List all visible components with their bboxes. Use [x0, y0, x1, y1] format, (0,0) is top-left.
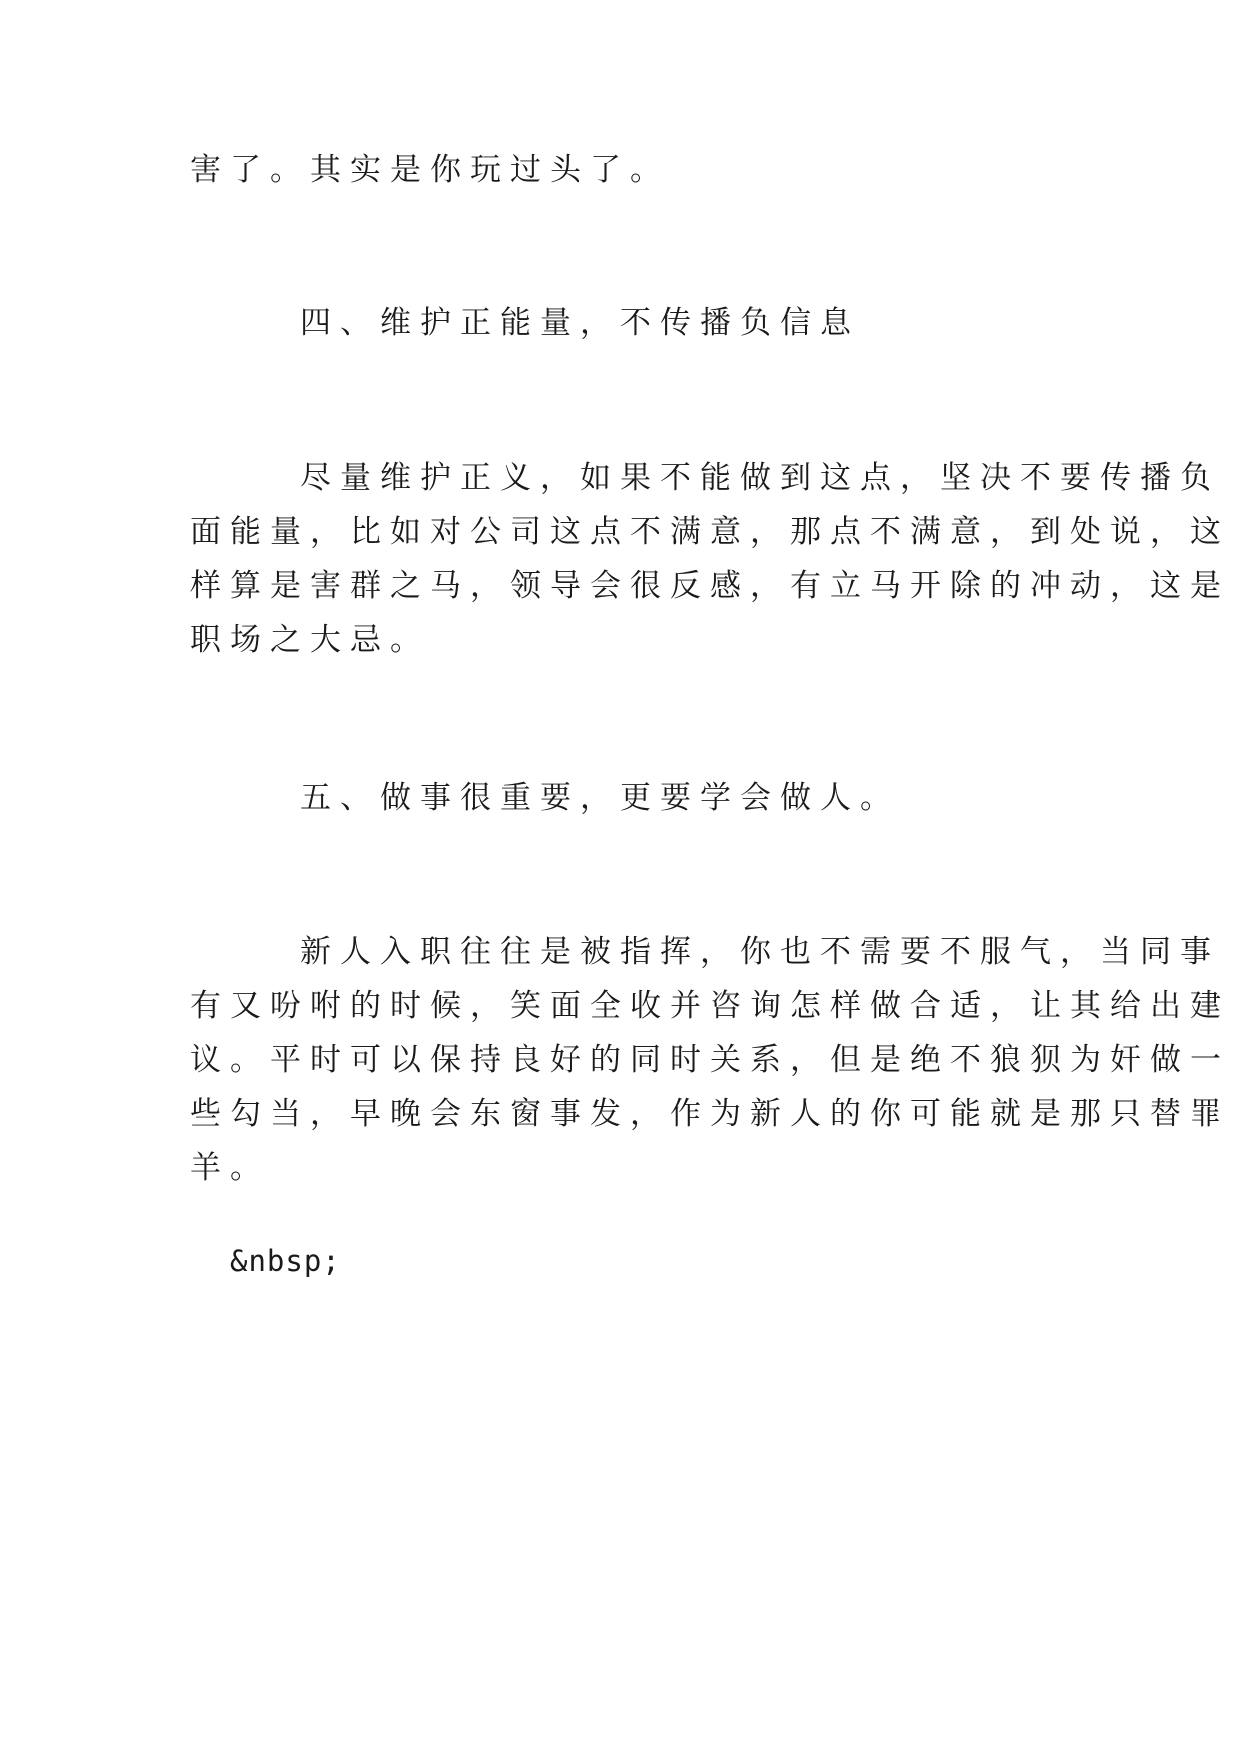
paragraph-line: 议。平时可以保持良好的同时关系，但是绝不狼狈为奸做一	[190, 1042, 1230, 1078]
paragraph-line: 尽量维护正义，如果不能做到这点，坚决不要传播负	[300, 460, 1220, 496]
paragraph-line: 职场之大忌。	[190, 622, 430, 658]
section-heading-5: 五、做事很重要，更要学会做人。	[300, 780, 900, 816]
paragraph-line: 羊。	[190, 1150, 270, 1186]
trailing-entity-text: &nbsp;	[230, 1244, 341, 1278]
paragraph-line: 害了。其实是你玩过头了。	[190, 152, 670, 188]
paragraph-line: 有又吩咐的时候，笑面全收并咨询怎样做合适，让其给出建	[190, 988, 1230, 1024]
paragraph-line: 新人入职往往是被指挥，你也不需要不服气，当同事	[300, 934, 1220, 970]
paragraph-line: 些勾当，早晚会东窗事发，作为新人的你可能就是那只替罪	[190, 1096, 1230, 1132]
paragraph-line: 面能量，比如对公司这点不满意，那点不满意，到处说，这	[190, 514, 1230, 550]
paragraph-line: 样算是害群之马，领导会很反感，有立马开除的冲动，这是	[190, 568, 1230, 604]
section-heading-4: 四、维护正能量，不传播负信息	[300, 305, 860, 341]
